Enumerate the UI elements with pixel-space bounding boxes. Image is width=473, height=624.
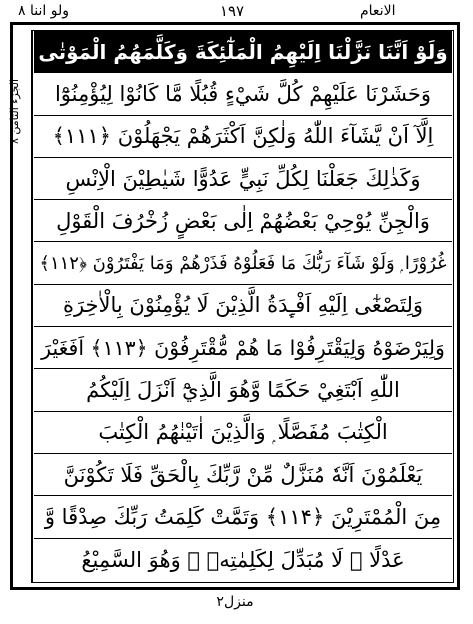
verse-line-12: مِنَ الْمُمْتَرِيْنَ ﴿۱۱۴﴾ وَتَمَّتْ كَلِمَتُ رَبِّكَ صِدْقًا وَّ	[34, 496, 452, 538]
margin-juz-label: الجزء الثامن ۸	[8, 78, 21, 144]
verse-line-11: يَعْلَمُوْنَ اَنَّهٗ مُنَزَّلٌ مِّنْ رَّبِّكَ بِالْحَقِّ فَلَا تَكُوْنَنَّ	[34, 454, 452, 496]
verse-line-3: اِلَّآ اَنْ يَّشَآءَ اللّٰهُ وَلٰكِنَّ اَكْثَرَهُمْ يَجْهَلُوْنَ ﴿۱۱۱﴾	[34, 116, 452, 158]
verse-line-1: وَلَوْ اَنَّنَا نَزَّلْنَا اِلَيْهِمُ الْمَلٰٓئِكَةَ وَكَلَّمَهُمُ الْمَوْتٰى	[34, 31, 452, 73]
verse-line-9: اللّٰهِ اَبْتَغِيْ حَكَمًا وَّهُوَ الَّذِيْٓ اَنْزَلَ اِلَيْكُمُ	[34, 369, 452, 411]
verse-line-8: وَلِيَرْضَوْهُ وَلِيَقْتَرِفُوْا مَا هُمْ مُّقْتَرِفُوْنَ ﴿۱۱۳﴾ اَفَغَيْرَ	[34, 327, 452, 369]
manzil-footer: منزل۲	[216, 594, 254, 610]
verse-line-13: عَدْلًا ۭ لَا مُبَدِّلَ لِكَلِمٰتِهٖ ۚ وَهُوَ السَّمِيْعُ	[81, 547, 405, 572]
verse-line-2: وَحَشَرْنَا عَلَيْهِمْ كُلَّ شَيْءٍ قُبُلًا مَّا كَانُوْا لِيُؤْمِنُوْٓا	[34, 73, 452, 115]
page-number: ۱۹۷	[219, 2, 245, 20]
verse-line-4: وَكَذٰلِكَ جَعَلْنَا لِكُلِّ نَبِيٍّ عَدُوًّا شَيٰطِيْنَ الْاِنْسِ	[34, 158, 452, 200]
verse-line-5: وَالْجِنِّ يُوْحِيْ بَعْضُهُمْ اِلٰى بَعْضٍ زُخْرُفَ الْقَوْلِ	[34, 200, 452, 242]
surah-name-header: الانعام	[360, 3, 396, 19]
juz-name-header: ولو اننا ۸	[18, 3, 69, 19]
verse-lines	[34, 31, 452, 581]
verse-line-7: وَلِتَصْغٰٓى اِلَيْهِ اَفْـِٕدَةُ الَّذِيْنَ لَا يُؤْمِنُوْنَ بِالْاٰخِرَةِ	[34, 285, 452, 327]
verse-line-6: غُرُوْرًا ۭ وَلَوْ شَآءَ رَبُّكَ مَا فَعَلُوْهُ فَذَرْهُمْ وَمَا يَفْتَرُوْنَ ﴿۱۱۲﴾	[34, 242, 452, 284]
verse-line-10: الْكِتٰبَ مُفَصَّلًا ۭ وَالَّذِيْنَ اٰتَيْنٰهُمُ الْكِتٰبَ	[34, 412, 452, 454]
